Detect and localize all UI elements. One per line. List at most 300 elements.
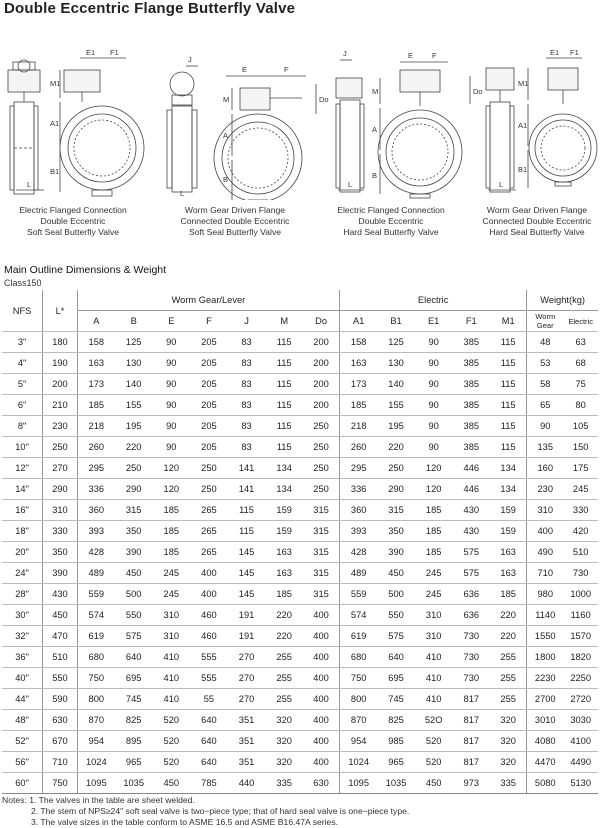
table-cell: 385	[452, 353, 490, 374]
table-row	[2, 773, 598, 794]
table-cell: 310	[153, 605, 191, 626]
column-header: E	[153, 311, 191, 332]
table-cell: 245	[415, 584, 453, 605]
table-cell: 385	[452, 416, 490, 437]
table-cell: 350	[377, 521, 415, 542]
table-cell: 125	[115, 332, 153, 353]
table-cell: 520	[153, 731, 191, 752]
column-header: Electric	[563, 311, 598, 332]
table-cell: 450	[115, 563, 153, 584]
table-cell: 460	[190, 605, 228, 626]
table-cell: 410	[415, 689, 453, 710]
table-cell: 965	[115, 752, 153, 773]
table-cell: 250	[377, 458, 415, 479]
column-header: A	[77, 311, 115, 332]
dim-label: A1	[518, 121, 528, 130]
table-cell: 191	[228, 626, 266, 647]
table-cell: 220	[265, 605, 303, 626]
table-cell: 173	[77, 374, 115, 395]
table-cell: 390	[377, 542, 415, 563]
table-cell: 195	[377, 416, 415, 437]
dim-label: A	[372, 125, 378, 134]
table-cell: 575	[452, 542, 490, 563]
table-cell: 185	[77, 395, 115, 416]
table-cell: 4080	[527, 731, 564, 752]
dim-label: M1	[518, 79, 529, 88]
table-cell: 40"	[2, 668, 43, 689]
drawing-worm-soft-side	[167, 72, 197, 192]
table-cell: 265	[190, 500, 228, 521]
table-cell: 163	[490, 563, 527, 584]
table-cell: 90	[415, 437, 453, 458]
table-cell: 310	[153, 626, 191, 647]
table-cell: 1035	[377, 773, 415, 794]
table-cell: 245	[563, 479, 598, 500]
table-cell: 218	[77, 416, 115, 437]
table-cell: 695	[115, 668, 153, 689]
table-cell: 695	[377, 668, 415, 689]
table-cell: 4"	[2, 353, 43, 374]
table-cell: 185	[340, 395, 378, 416]
table-row	[2, 710, 598, 731]
table-cell: 590	[43, 689, 78, 710]
header-weight: Weight(kg)	[527, 290, 598, 311]
table-cell: 680	[77, 647, 115, 668]
table-cell: 140	[377, 374, 415, 395]
table-cell: 260	[77, 437, 115, 458]
table-cell: 4470	[527, 752, 564, 773]
table-cell: 115	[265, 332, 303, 353]
table-cell: 745	[377, 689, 415, 710]
table-cell: 75	[563, 374, 598, 395]
table-cell: 310	[415, 605, 453, 626]
table-cell: 270	[228, 647, 266, 668]
table-cell: 619	[77, 626, 115, 647]
table-cell: 270	[228, 668, 266, 689]
table-cell: 115	[228, 500, 266, 521]
dim-label: L	[499, 180, 504, 189]
table-cell: 141	[228, 458, 266, 479]
table-cell: 90	[415, 374, 453, 395]
table-cell: 5080	[527, 773, 564, 794]
table-cell: 320	[265, 731, 303, 752]
table-cell: 200	[303, 332, 340, 353]
section-title: Main Outline Dimensions & Weight	[4, 264, 167, 276]
table-cell: 83	[228, 416, 266, 437]
table-cell: 115	[490, 437, 527, 458]
table-cell: 428	[340, 542, 378, 563]
table-cell: 450	[43, 605, 78, 626]
table-cell: 220	[490, 605, 527, 626]
table-cell: 619	[340, 626, 378, 647]
table-cell: 2230	[527, 668, 564, 689]
table-cell: 115	[265, 437, 303, 458]
table-cell: 1000	[563, 584, 598, 605]
table-cell: 115	[490, 332, 527, 353]
table-cell: 158	[77, 332, 115, 353]
table-cell: 265	[190, 521, 228, 542]
table-cell: 393	[340, 521, 378, 542]
diagram-caption: Electric Flanged Connection Double Eccentric Hard Seal Butterfly Valve	[337, 205, 445, 237]
table-cell: 385	[452, 332, 490, 353]
table-cell: 52O	[415, 710, 453, 731]
table-cell: 220	[377, 437, 415, 458]
table-cell: 115	[490, 395, 527, 416]
table-cell: 785	[190, 773, 228, 794]
table-row	[2, 374, 598, 395]
table-cell: 1095	[340, 773, 378, 794]
table-cell: 750	[340, 668, 378, 689]
table-cell: 195	[115, 416, 153, 437]
column-header: Worm Gear	[527, 311, 564, 332]
column-header: E1	[415, 311, 453, 332]
table-cell: 159	[265, 521, 303, 542]
table-cell: 200	[303, 353, 340, 374]
dim-label: A1	[50, 119, 60, 128]
dim-label: B	[372, 171, 378, 180]
table-cell: 385	[452, 374, 490, 395]
table-cell: 640	[190, 731, 228, 752]
table-cell: 48	[527, 332, 564, 353]
table-cell: 440	[228, 773, 266, 794]
table-cell: 335	[490, 773, 527, 794]
table-cell: 10"	[2, 437, 43, 458]
column-header: Do	[303, 311, 340, 332]
column-header: F1	[452, 311, 490, 332]
table-cell: 400	[527, 521, 564, 542]
dim-label: J	[343, 49, 347, 58]
table-cell: 200	[303, 374, 340, 395]
table-cell: 145	[228, 584, 266, 605]
table-cell: 954	[77, 731, 115, 752]
table-cell: 1820	[563, 647, 598, 668]
table-cell: 2700	[527, 689, 564, 710]
diagram-caption: Worm Gear Driven Flange Connected Double Eccentric Soft Seal Butterfly Valve	[180, 205, 290, 237]
table-cell: 730	[452, 668, 490, 689]
table-cell: 134	[265, 458, 303, 479]
table-cell: 680	[340, 647, 378, 668]
table-cell: 410	[153, 647, 191, 668]
table-cell: 520	[153, 710, 191, 731]
table-header-row	[2, 290, 598, 311]
table-cell: 163	[77, 353, 115, 374]
table-cell: 16"	[2, 500, 43, 521]
dim-label: L	[180, 189, 185, 198]
dim-label: F	[432, 51, 437, 60]
table-cell: 115	[228, 521, 266, 542]
table-cell: 260	[340, 437, 378, 458]
table-cell: 3010	[527, 710, 564, 731]
table-cell: 446	[452, 479, 490, 500]
dim-label: B1	[518, 165, 528, 174]
dim-label: L	[348, 180, 353, 189]
table-cell: 825	[377, 710, 415, 731]
table-cell: 870	[77, 710, 115, 731]
table-cell: 190	[43, 353, 78, 374]
dim-label: M	[372, 87, 379, 96]
table-cell: 351	[228, 710, 266, 731]
table-cell: 295	[340, 458, 378, 479]
table-row	[2, 626, 598, 647]
table-cell: 90	[153, 395, 191, 416]
table-row	[2, 416, 598, 437]
dim-label: M1	[50, 79, 61, 88]
table-cell: 336	[77, 479, 115, 500]
table-cell: 90	[415, 416, 453, 437]
table-cell: 520	[415, 731, 453, 752]
note-line: 3. The valve sizes in the table conform to ASME 16.5 and ASME B16.47A series.	[31, 817, 338, 827]
table-cell: 160	[527, 458, 564, 479]
column-header: M	[265, 311, 303, 332]
table-cell: 115	[265, 395, 303, 416]
note-line: 2. The stem of NPS≥24" soft seal valve is two−piece type; that of hard seal valve is one−piece type.	[31, 806, 410, 816]
table-cell: 12"	[2, 458, 43, 479]
table-cell: 255	[490, 647, 527, 668]
table-cell: 410	[415, 668, 453, 689]
table-cell: 985	[377, 731, 415, 752]
column-header: F	[190, 311, 228, 332]
table-cell: 640	[190, 752, 228, 773]
table-cell: 250	[43, 437, 78, 458]
table-cell: 220	[115, 437, 153, 458]
table-cell: 817	[452, 731, 490, 752]
dim-label: M	[223, 95, 230, 104]
table-cell: 390	[43, 563, 78, 584]
table-row	[2, 395, 598, 416]
table-cell: 83	[228, 374, 266, 395]
table-cell: 315	[303, 542, 340, 563]
table-cell: 36"	[2, 647, 43, 668]
table-cell: 315	[377, 500, 415, 521]
table-cell: 130	[377, 353, 415, 374]
table-cell: 636	[452, 605, 490, 626]
table-cell: 105	[563, 416, 598, 437]
table-cell: 250	[190, 479, 228, 500]
table-cell: 90	[153, 437, 191, 458]
diagram-caption: Electric Flanged Connection Double Eccentric Soft Seal Butterfly Valve	[19, 205, 127, 237]
table-cell: 1035	[115, 773, 153, 794]
table-cell: 450	[153, 773, 191, 794]
table-cell: 200	[303, 395, 340, 416]
table-cell: 295	[77, 458, 115, 479]
dim-label: E1	[550, 48, 560, 57]
table-cell: 250	[303, 437, 340, 458]
table-cell: 335	[265, 773, 303, 794]
table-row	[2, 605, 598, 626]
table-cell: 320	[265, 710, 303, 731]
table-cell: 159	[490, 500, 527, 521]
table-cell: 158	[340, 332, 378, 353]
table-cell: 150	[563, 437, 598, 458]
table-cell: 430	[452, 500, 490, 521]
dim-label: F	[284, 65, 289, 74]
table-cell: 90	[153, 416, 191, 437]
table-cell: 410	[153, 668, 191, 689]
table-cell: 400	[303, 689, 340, 710]
table-cell: 255	[265, 647, 303, 668]
table-cell: 575	[377, 626, 415, 647]
table-cell: 400	[190, 563, 228, 584]
table-cell: 3030	[563, 710, 598, 731]
table-cell: 750	[77, 668, 115, 689]
table-cell: 220	[265, 626, 303, 647]
table-cell: 420	[563, 521, 598, 542]
table-row	[2, 500, 598, 521]
table-cell: 159	[490, 521, 527, 542]
table-cell: 385	[452, 437, 490, 458]
valve-diagrams	[0, 40, 600, 200]
header-worm-gear: Worm Gear/Lever	[77, 290, 339, 311]
table-cell: 336	[340, 479, 378, 500]
table-cell: 730	[563, 563, 598, 584]
table-cell: 636	[452, 584, 490, 605]
table-cell: 350	[115, 521, 153, 542]
table-cell: 954	[340, 731, 378, 752]
table-cell: 574	[340, 605, 378, 626]
drawing-worm-hard-front	[529, 68, 597, 186]
table-cell: 750	[43, 773, 78, 794]
table-cell: 670	[43, 731, 78, 752]
dim-label: B1	[50, 167, 60, 176]
table-cell: 63	[563, 332, 598, 353]
table-cell: 8"	[2, 416, 43, 437]
table-cell: 20"	[2, 542, 43, 563]
table-cell: 56"	[2, 752, 43, 773]
table-cell: 60"	[2, 773, 43, 794]
column-header: J	[228, 311, 266, 332]
table-cell: 315	[303, 563, 340, 584]
table-cell: 218	[340, 416, 378, 437]
table-cell: 191	[228, 605, 266, 626]
table-cell: 870	[340, 710, 378, 731]
table-cell: 428	[77, 542, 115, 563]
table-cell: 90	[527, 416, 564, 437]
table-cell: 1570	[563, 626, 598, 647]
table-cell: 973	[452, 773, 490, 794]
table-cell: 2720	[563, 689, 598, 710]
table-cell: 250	[190, 458, 228, 479]
table-cell: 200	[43, 374, 78, 395]
table-cell: 1800	[527, 647, 564, 668]
table-cell: 1024	[77, 752, 115, 773]
table-cell: 175	[563, 458, 598, 479]
table-cell: 320	[265, 752, 303, 773]
table-cell: 155	[115, 395, 153, 416]
table-cell: 400	[303, 668, 340, 689]
table-cell: 255	[265, 668, 303, 689]
table-cell: 410	[415, 647, 453, 668]
table-cell: 90	[153, 332, 191, 353]
table-cell: 470	[43, 626, 78, 647]
table-cell: 460	[190, 626, 228, 647]
table-cell: 185	[153, 521, 191, 542]
dim-label: E	[408, 51, 414, 60]
table-cell: 245	[153, 584, 191, 605]
drawing-electric-soft-side	[8, 60, 40, 194]
table-cell: 120	[415, 458, 453, 479]
table-cell: 115	[490, 416, 527, 437]
table-cell: 2250	[563, 668, 598, 689]
table-cell: 817	[452, 689, 490, 710]
table-cell: 446	[452, 458, 490, 479]
table-cell: 205	[190, 374, 228, 395]
table-cell: 230	[527, 479, 564, 500]
table-cell: 30"	[2, 605, 43, 626]
table-cell: 817	[452, 710, 490, 731]
table-row	[2, 437, 598, 458]
dim-label: B	[223, 175, 229, 184]
table-cell: 330	[563, 500, 598, 521]
table-cell: 255	[265, 689, 303, 710]
table-cell: 159	[265, 500, 303, 521]
table-cell: 185	[415, 500, 453, 521]
table-cell: 145	[228, 563, 266, 584]
table-cell: 350	[43, 542, 78, 563]
column-header: B	[115, 311, 153, 332]
table-cell: 825	[115, 710, 153, 731]
table-cell: 730	[452, 647, 490, 668]
table-cell: 3"	[2, 332, 43, 353]
drawing-electric-hard-side	[336, 78, 364, 192]
table-cell: 90	[415, 395, 453, 416]
table-cell: 205	[190, 395, 228, 416]
table-cell: 205	[190, 353, 228, 374]
table-cell: 90	[153, 374, 191, 395]
table-cell: 83	[228, 353, 266, 374]
table-cell: 134	[490, 458, 527, 479]
table-cell: 400	[190, 584, 228, 605]
table-cell: 559	[77, 584, 115, 605]
table-cell: 315	[303, 521, 340, 542]
notes	[2, 795, 409, 828]
table-cell: 630	[43, 710, 78, 731]
table-cell: 115	[265, 374, 303, 395]
table-cell: 245	[153, 563, 191, 584]
header-l: L*	[43, 290, 78, 332]
table-cell: 185	[265, 584, 303, 605]
table-cell: 120	[153, 458, 191, 479]
table-cell: 255	[490, 668, 527, 689]
table-cell: 575	[115, 626, 153, 647]
table-cell: 4490	[563, 752, 598, 773]
table-cell: 205	[190, 332, 228, 353]
table-cell: 640	[377, 647, 415, 668]
table-cell: 400	[303, 752, 340, 773]
table-cell: 1550	[527, 626, 564, 647]
table-cell: 5"	[2, 374, 43, 395]
table-cell: 520	[415, 752, 453, 773]
drawing-worm-hard-side	[486, 68, 514, 192]
table-row	[2, 332, 598, 353]
table-cell: 65	[527, 395, 564, 416]
table-cell: 115	[265, 353, 303, 374]
dim-label: J	[188, 55, 192, 64]
dim-label: E1	[86, 48, 96, 57]
table-cell: 980	[527, 584, 564, 605]
table-cell: 430	[43, 584, 78, 605]
table-row	[2, 542, 598, 563]
table-cell: 210	[43, 395, 78, 416]
column-header: B1	[377, 311, 415, 332]
table-cell: 290	[377, 479, 415, 500]
table-cell: 400	[303, 731, 340, 752]
table-cell: 14"	[2, 479, 43, 500]
table-cell: 5130	[563, 773, 598, 794]
table-row	[2, 479, 598, 500]
table-cell: 134	[490, 479, 527, 500]
table-cell: 450	[377, 563, 415, 584]
table-cell: 185	[490, 584, 527, 605]
